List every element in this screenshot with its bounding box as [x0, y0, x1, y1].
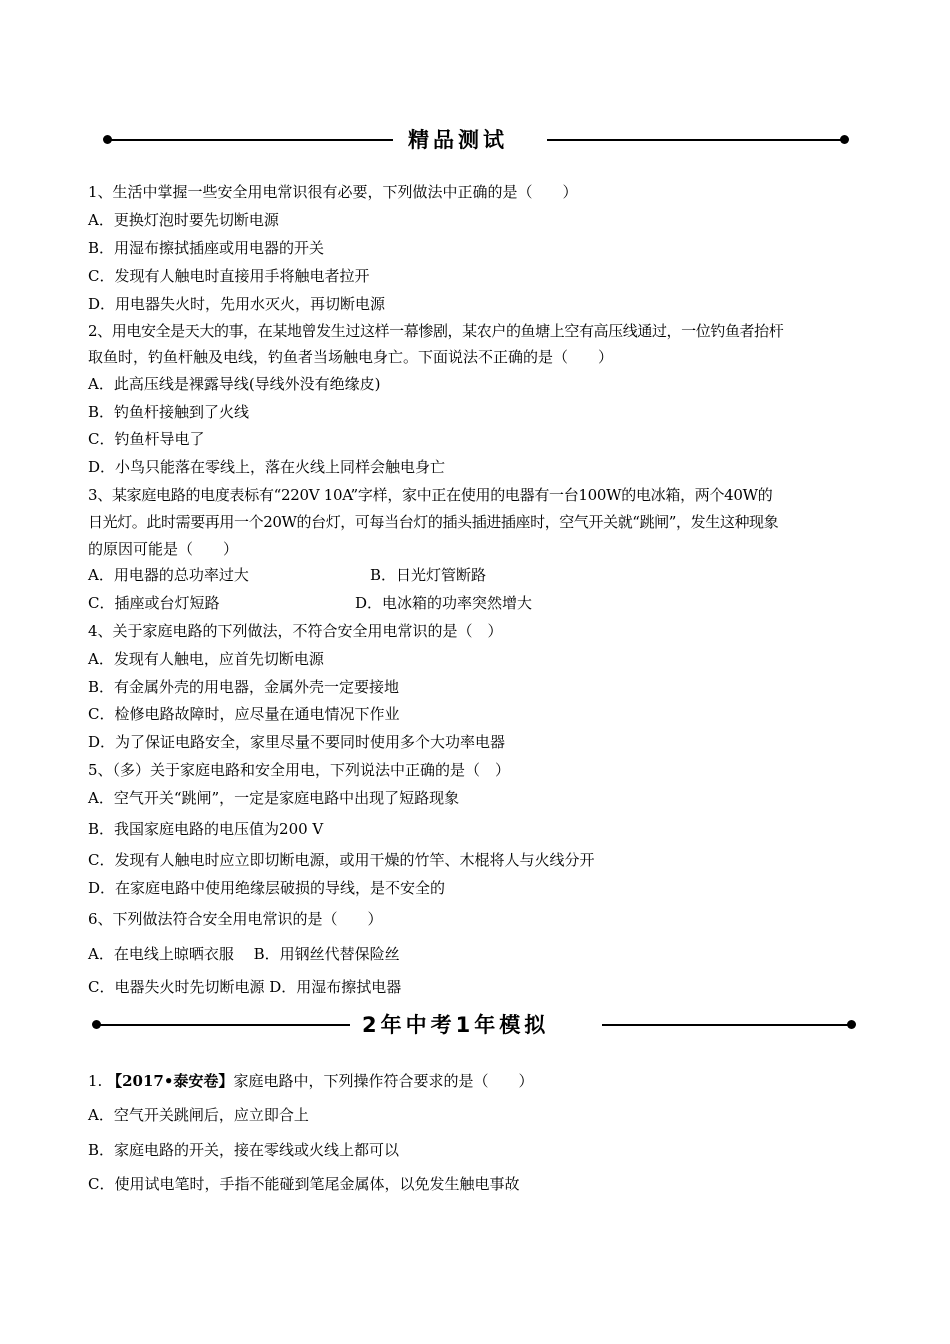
q1-option-b: B．用湿布擦拭插座或用电器的开关: [88, 239, 325, 257]
q5-option-a: A．空气开关“跳闸”，一定是家庭电路中出现了短路现象: [88, 789, 460, 807]
q5-option-c: C．发现有人触电时应立即切断电源，或用干燥的竹竿、木棍将人与火线分开: [88, 851, 595, 869]
m1-option-c: C．使用试电笔时，手指不能碰到笔尾金属体，以免发生触电事故: [88, 1175, 520, 1193]
q2-option-b: B．钓鱼杆接触到了火线: [88, 403, 250, 421]
q3-stem-line1: 3、某家庭电路的电度表标有“220V 10A”字样，家中正在使用的电器有一台100W的电冰箱，两个40W的: [88, 486, 773, 504]
section-divider-1: [103, 125, 849, 155]
section-title: 精品测试: [408, 128, 508, 152]
q2-stem-line2: 取鱼时，钓鱼杆触及电线，钓鱼者当场触电身亡。下面说法不正确的是（ ）: [88, 348, 614, 366]
q4-option-c: C．检修电路故障时，应尽量在通电情况下作业: [88, 705, 400, 723]
q3-option-a: A．用电器的总功率过大: [88, 566, 249, 584]
q1-option-d: D．用电器失火时，先用水灭火，再切断电源: [88, 295, 386, 313]
q5-option-d: D．在家庭电路中使用绝缘层破损的导线，是不安全的: [88, 879, 446, 897]
divider-dot-right: [847, 1020, 856, 1029]
q6-options-cd: C．电器失火时先切断电源 D．用湿布擦拭电器: [88, 978, 402, 996]
q1-stem: 1、生活中掌握一些安全用电常识很有必要，下列做法中正确的是（ ）: [88, 183, 578, 201]
q1-option-c: C．发现有人触电时直接用手将触电者拉开: [88, 267, 370, 285]
q3-stem-line2: 日光灯。此时需要再用一个20W的台灯，可每当台灯的插头插进插座时，空气开关就“跳闸”，发生这种现象: [88, 513, 779, 531]
q4-stem: 4、关于家庭电路的下列做法，不符合安全用电常识的是（ ）: [88, 622, 503, 640]
divider-line-left: [96, 1024, 350, 1026]
m1-stem-line: [88, 1071, 533, 1091]
q2-option-a: A．此高压线是裸露导线(导线外没有绝缘皮): [88, 375, 381, 393]
q3-option-d: D．电冰箱的功率突然增大: [355, 594, 533, 612]
q3-option-c: C．插座或台灯短路: [88, 594, 220, 612]
q3-option-b: B．日光灯管断路: [370, 566, 487, 584]
section-divider-2: [92, 1010, 856, 1040]
divider-line-right: [602, 1024, 852, 1026]
q5-option-b: B．我国家庭电路的电压值为200 V: [88, 820, 324, 838]
divider-line-left: [107, 139, 393, 141]
section-title: 2年中考1年模拟: [362, 1013, 550, 1037]
m1-stem: 家庭电路中，下列操作符合要求的是（ ）: [233, 1072, 534, 1090]
m1-number: 1.: [88, 1072, 103, 1090]
q2-stem-line1: 2、用电安全是天大的事，在某地曾发生过这样一幕惨剧，某农户的鱼塘上空有高压线通过，一位钓鱼者抬杆: [88, 322, 784, 340]
q4-option-d: D．为了保证电路安全，家里尽量不要同时使用多个大功率电器: [88, 733, 506, 751]
divider-line-right: [547, 139, 845, 141]
m1-option-b: B．家庭电路的开关，接在零线或火线上都可以: [88, 1141, 400, 1159]
q2-option-d: D．小鸟只能落在零线上，落在火线上同样会触电身亡: [88, 458, 446, 476]
q1-option-a: A．更换灯泡时要先切断电源: [88, 211, 279, 229]
q4-option-b: B．有金属外壳的用电器，金属外壳一定要接地: [88, 678, 400, 696]
q6-stem: 6、下列做法符合安全用电常识的是（ ）: [88, 910, 383, 928]
q4-option-a: A．发现有人触电，应首先切断电源: [88, 650, 324, 668]
q6-options-ab: A．在电线上晾晒衣服 B．用钢丝代替保险丝: [88, 945, 400, 963]
q5-stem: 5、（多）关于家庭电路和安全用电，下列说法中正确的是（ ）: [88, 761, 511, 779]
q2-option-c: C．钓鱼杆导电了: [88, 430, 205, 448]
divider-dot-right: [840, 135, 849, 144]
q3-stem-line3: 的原因可能是（ ）: [88, 540, 239, 558]
m1-source: 【2017•泰安卷】: [107, 1072, 234, 1090]
m1-option-a: A．空气开关跳闸后，应立即合上: [88, 1106, 309, 1124]
